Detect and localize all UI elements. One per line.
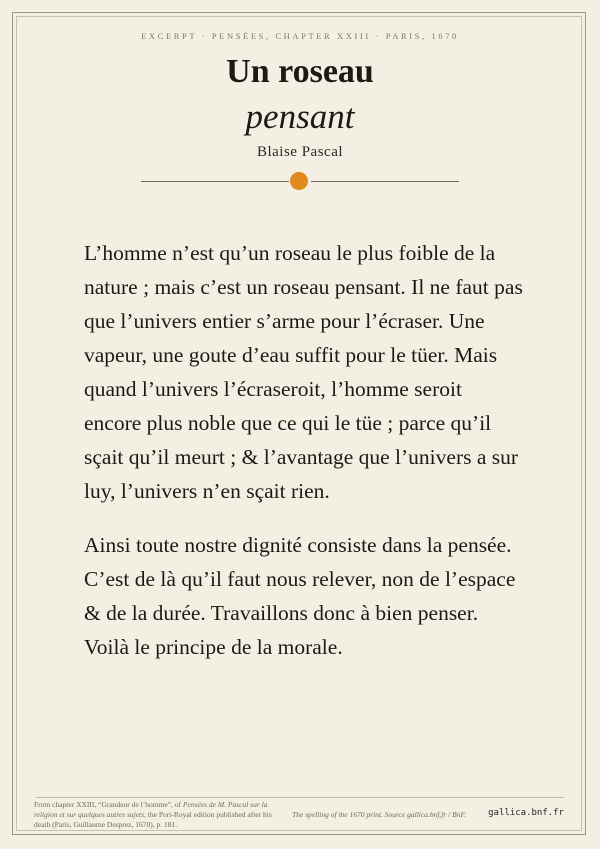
source-link[interactable]: gallica.bnf.fr: [488, 808, 564, 818]
citation-work-title: Pensées de M. Pascal sur la religion et sur quelques autres sujets: [34, 800, 268, 819]
citation-prefix: From chapter XXIII, “Grandeur de l’homme”, of: [34, 800, 183, 809]
divider-left: [141, 181, 289, 182]
divider-right: [311, 181, 459, 182]
ornament-dot: [290, 172, 308, 190]
paragraph-2: Ainsi toute nostre dignité consiste dans la pensée. C’est de là qu’il faut nous relever, non de l’espace & de la durée. Travaillons donc à bien penser. Voilà le principe de la morale.: [84, 533, 516, 659]
paragraph-1: L’homme n’est qu’un roseau le plus foible de la nature ; mais c’est un roseau pensant. Il ne faut pas que l’univers entier s’arme pour l’écraser. Une vapeur, une goute d’eau suffit pour le tüer. Mais quand l’univers l’écraseroit, l’homme seroit encore plus noble que ce qui le tüe ; parce qu’il sçait qu’il meurt ; & l’avantage que l’univers a sur luy, l’univers n’en sçait rien.: [84, 241, 523, 503]
footer-divider: [36, 797, 564, 798]
quote-body: [84, 236, 524, 664]
page-title: Un roseau: [226, 53, 374, 90]
excerpt-kicker: EXCERPT · PENSÉES, CHAPTER XXIII · PARIS, 1670: [141, 31, 459, 41]
author-name: Blaise Pascal: [256, 144, 344, 160]
citation-footnote: [34, 800, 284, 830]
spelling-note: The spelling of the 1670 print. Source gallica.bnf.fr / BnF.: [292, 810, 466, 819]
citation-suffix: , the Port-Royal edition published after his death (Paris, Guillaume Desprez, 1670), p. 181.: [34, 810, 272, 829]
page-subtitle: pensant: [245, 97, 355, 136]
